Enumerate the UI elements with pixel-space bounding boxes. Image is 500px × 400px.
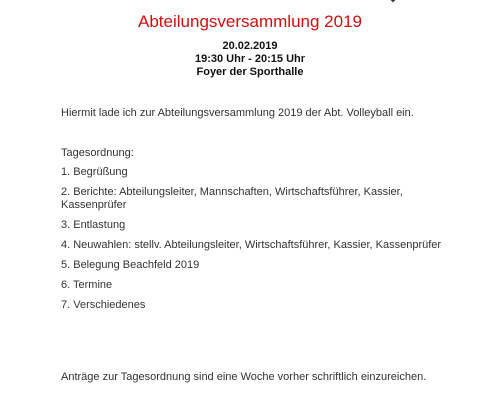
agenda-item: 4. Neuwahlen: stellv. Abteilungsleiter, Wirtschaftsführer, Kassier, Kassenprüfer: [61, 239, 442, 251]
meeting-time: 19:30 Uhr - 20:15 Uhr: [194, 53, 306, 65]
document-title: Abteilungsversammlung 2019: [138, 12, 362, 31]
agenda-list: [61, 166, 461, 312]
agenda-heading: Tagesordnung:: [61, 147, 134, 159]
cropped-logo-icon: [384, 0, 402, 6]
agenda-item: 6. Termine: [61, 279, 113, 291]
invitation-text: Hiermit lade ich zur Abteilungsversammlung 2019 der Abt. Volleyball ein.: [61, 107, 414, 119]
agenda-item: 2. Berichte: Abteilungsleiter, Mannschaften, Wirtschaftsführer, Kassier, Kassenprüfer: [61, 186, 403, 211]
meeting-location: Foyer der Sporthalle: [196, 66, 304, 78]
submission-note: Anträge zur Tagesordnung sind eine Woche vorher schriftlich einzureichen.: [61, 371, 427, 383]
agenda-item: 3. Entlastung: [61, 219, 126, 231]
meeting-date: 20.02.2019: [222, 40, 278, 52]
agenda-item: 1. Begrüßung: [61, 166, 128, 178]
agenda-item: 7. Verschiedenes: [61, 299, 146, 311]
agenda-item: 5. Belegung Beachfeld 2019: [61, 259, 200, 271]
